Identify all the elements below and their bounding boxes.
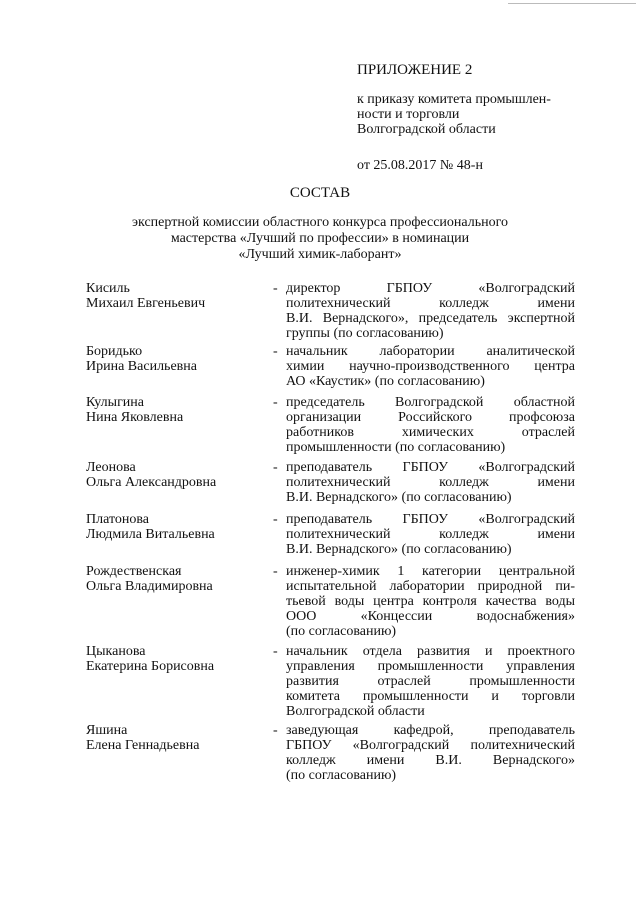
member-given-names: Ольга Александровна (86, 475, 217, 490)
member-role-line: АО «Каустик» (по согласованию) (286, 374, 485, 389)
member-role-line: ООО «Концессии водоснабжения» (286, 609, 575, 624)
member-name (86, 644, 266, 674)
member-surname: Рождественская (86, 564, 182, 579)
member-surname: Кулыгина (86, 395, 145, 410)
member-role-line: В.И. Вернадского», председатель экспертной (286, 311, 575, 326)
member-role-line: химии научно-производственного центра (286, 359, 575, 374)
member-name (86, 512, 266, 542)
document-title: СОСТАВ (289, 185, 351, 201)
member-name (86, 723, 266, 753)
member-role-line: группы (по согласованию) (286, 326, 444, 341)
member-role (286, 281, 575, 341)
member-role-line: директор ГБПОУ «Волгоградский (286, 281, 575, 296)
member-role-line: комитета промышленности и торговли (286, 689, 575, 704)
member-name (86, 564, 266, 594)
member-role-line: организации Российского профсоюза (286, 410, 575, 425)
member-dash: - (273, 564, 278, 579)
document-subtitle-line: мастерства «Лучший по профессии» в номинации (170, 231, 470, 246)
member-name (86, 460, 266, 490)
member-dash: - (273, 344, 278, 359)
appendix-order-line: Волгоградской области (357, 122, 496, 137)
member-surname: Кисиль (86, 281, 130, 296)
member-role (286, 723, 575, 783)
member-role-line: преподаватель ГБПОУ «Волгоградский (286, 512, 575, 527)
member-name (86, 344, 266, 374)
appendix-date: от 25.08.2017 № 48-н (357, 158, 483, 173)
member-surname: Цыканова (86, 644, 146, 659)
member-given-names: Екатерина Борисовна (86, 659, 215, 674)
document-subtitle-line: «Лучший химик-лаборант» (238, 247, 402, 262)
member-role-line: заведующая кафедрой, преподаватель (286, 723, 575, 738)
member-role-line: колледж имени В.И. Вернадского» (286, 753, 575, 768)
member-role-line: работников химических отраслей (286, 425, 575, 440)
member-given-names: Михаил Евгеньевич (86, 296, 206, 311)
member-dash: - (273, 395, 278, 410)
member-role (286, 344, 575, 389)
document-heading (60, 185, 580, 263)
member-dash: - (273, 512, 278, 527)
member-role (286, 512, 575, 557)
member-role-line: начальник отдела развития и проектного (286, 644, 575, 659)
member-role-line: испытательной лаборатории природной пи- (286, 579, 575, 594)
member-role-line: В.И. Вернадского» (по согласованию) (286, 490, 512, 505)
member-surname: Леонова (86, 460, 136, 475)
appendix-block (357, 62, 597, 173)
member-name (86, 281, 266, 311)
member-role (286, 564, 575, 639)
member-role-line: промышленности (по согласованию) (286, 440, 506, 455)
member-role-line: инженер-химик 1 категории центральной (286, 564, 575, 579)
member-given-names: Нина Яковлевна (86, 410, 184, 425)
appendix-order-line: ности и торговли (357, 107, 460, 122)
member-role (286, 644, 575, 719)
member-given-names: Людмила Витальевна (86, 527, 215, 542)
member-surname: Платонова (86, 512, 150, 527)
member-dash: - (273, 460, 278, 475)
member-role (286, 395, 575, 455)
member-role-line: председатель Волгоградской областной (286, 395, 575, 410)
member-role-line: (по согласованию) (286, 768, 397, 783)
member-given-names: Ольга Владимировна (86, 579, 213, 594)
member-role-line: начальник лаборатории аналитической (286, 344, 575, 359)
member-given-names: Ирина Васильевна (86, 359, 197, 374)
member-surname: Боридько (86, 344, 143, 359)
top-edge-rule (508, 3, 636, 4)
member-dash: - (273, 723, 278, 738)
member-given-names: Елена Геннадьевна (86, 738, 200, 753)
member-role-line: политехнический колледж имени (286, 296, 575, 311)
appendix-order-line: к приказу комитета промышлен- (357, 92, 551, 107)
member-role-line: Волгоградской области (286, 704, 425, 719)
member-role-line: управления промышленности управления (286, 659, 575, 674)
member-name (86, 395, 266, 425)
member-role-line: ГБПОУ «Волгоградский политехнический (286, 738, 575, 753)
member-dash: - (273, 281, 278, 296)
member-surname: Яшина (86, 723, 128, 738)
member-role-line: политехнический колледж имени (286, 527, 575, 542)
member-role-line: развития отраслей промышленности (286, 674, 575, 689)
member-role-line: политехнический колледж имени (286, 475, 575, 490)
member-role (286, 460, 575, 505)
member-role-line: В.И. Вернадского» (по согласованию) (286, 542, 512, 557)
appendix-title: ПРИЛОЖЕНИЕ 2 (357, 62, 473, 78)
document-subtitle-line: экспертной комиссии областного конкурса профессионального (132, 215, 508, 230)
member-role-line: (по согласованию) (286, 624, 397, 639)
member-role-line: преподаватель ГБПОУ «Волгоградский (286, 460, 575, 475)
member-dash: - (273, 644, 278, 659)
member-role-line: тьевой воды центра контроля качества воды (286, 594, 575, 609)
